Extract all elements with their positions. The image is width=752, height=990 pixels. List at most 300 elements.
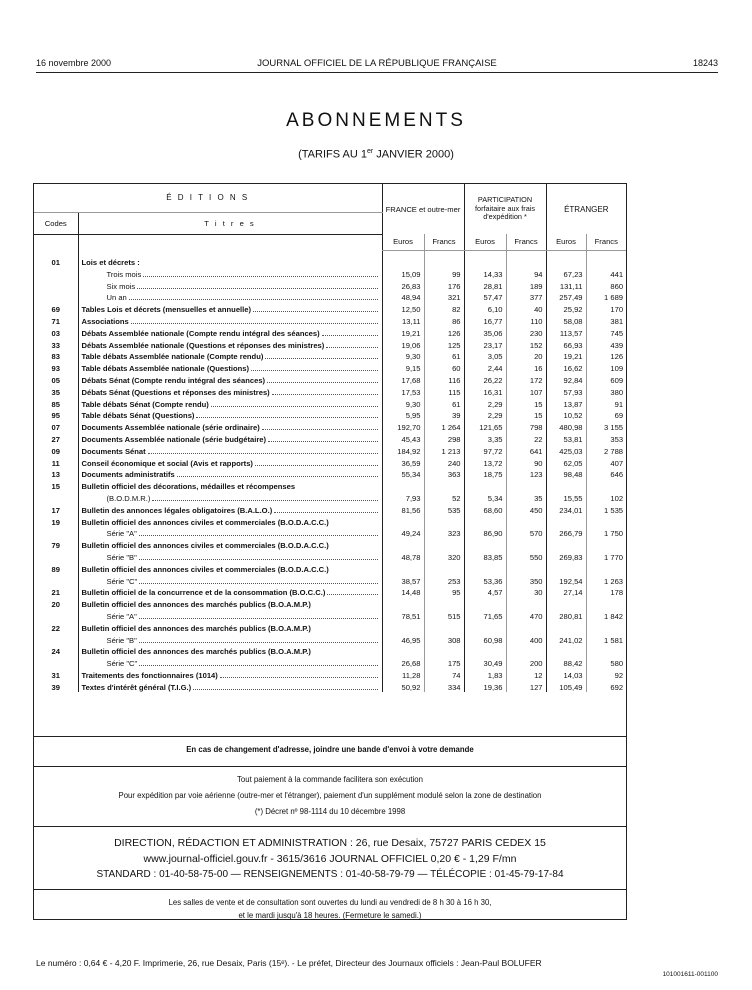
row-title-text: Série "C" [106,659,138,669]
row-title [78,468,382,480]
row-value: 50,92 [382,680,424,692]
row-value: 39 [424,409,464,421]
row-value [464,621,506,633]
row-title [78,656,382,668]
row-value: 692 [586,680,626,692]
row-value: 16,77 [464,314,506,326]
row-value [464,645,506,657]
leader-dots [139,642,378,643]
row-value: 1 770 [586,550,626,562]
row-code: 03 [51,328,60,338]
row-value: 353 [586,432,626,444]
row-value: 48,78 [382,550,424,562]
sales-hours-line-2: et le mardi jusqu'à 18 heures. (Fermeture le samedi.) [238,911,422,920]
row-value: 269,83 [546,550,586,562]
table-row [34,645,626,657]
payment-note-2: Pour expédition par voie aérienne (outre-mer et l'étranger), paiement d'un supplément modulé selon la zone de destination [118,791,542,800]
row-value: 115 [424,385,464,397]
row-value: 425,03 [546,444,586,456]
row-title [78,267,382,279]
row-code: 15 [51,482,60,492]
row-value [464,597,506,609]
row-value: 178 [586,586,626,598]
row-value: 1 842 [586,609,626,621]
row-value [424,250,464,267]
row-value [464,562,506,574]
row-value: 26,83 [382,279,424,291]
row-value: 113,57 [546,326,586,338]
row-value: 1 750 [586,527,626,539]
row-code: 79 [51,541,60,551]
subtitle-pre: (TARIFS AU 1 [298,148,367,161]
row-code [34,656,78,668]
row-value: 3,35 [464,432,506,444]
leader-dots [139,535,378,536]
table-row [34,373,626,385]
table-row [34,444,626,456]
table-row [34,668,626,680]
row-value: 55,34 [382,468,424,480]
row-code: 07 [51,423,60,433]
divider [34,889,626,890]
row-title [78,574,382,586]
row-value [586,562,626,574]
row-value [506,621,546,633]
payment-note-1: Tout paiement à la commande facilitera son exécution [237,775,423,784]
row-code: 71 [51,316,60,326]
row-value: 323 [424,527,464,539]
row-value: 14,03 [546,668,586,680]
divider [34,736,626,737]
row-title-text: Un an [106,293,127,303]
table-row [34,397,626,409]
row-title-text: Série "B" [106,552,137,562]
row-value: 97,72 [464,444,506,456]
row-value: 102 [586,491,626,503]
row-title [78,479,382,491]
row-value: 28,81 [464,279,506,291]
leader-dots [131,323,378,324]
footer-code: 101001611-001100 [662,971,718,978]
table-row [34,468,626,480]
row-value: 110 [506,314,546,326]
row-value: 860 [586,279,626,291]
table-row [34,562,626,574]
row-value: 798 [506,420,546,432]
row-value: 1 264 [424,420,464,432]
row-value: 17,53 [382,385,424,397]
row-title-text: Documents administratifs [81,470,175,480]
row-value: 13,11 [382,314,424,326]
direction-line-3: STANDARD : 01-40-58-75-00 — RENSEIGNEMENTS : 01-40-58-79-79 — TÉLÉCOPIE : 01-45-79-17-84 [96,869,564,880]
row-value: 14,33 [464,267,506,279]
row-value: 62,05 [546,456,586,468]
row-value: 92,84 [546,373,586,385]
row-value: 35,06 [464,326,506,338]
row-title-text: Documents Assemblée nationale (série budgétaire) [81,434,267,444]
row-title-text: Bulletin officiel de la concurrence et de la consommation (B.O.C.C.) [81,588,326,598]
row-code [34,633,78,645]
row-value: 407 [586,456,626,468]
row-code: 19 [51,517,60,527]
page-subtitle [0,148,752,161]
row-value: 15 [506,397,546,409]
row-value: 152 [506,338,546,350]
row-code [34,574,78,586]
row-code: 69 [51,305,60,315]
row-value: 480,98 [546,420,586,432]
table-row [34,432,626,444]
row-value [586,479,626,491]
row-value [546,250,586,267]
leader-dots [148,453,378,454]
row-value: 470 [506,609,546,621]
row-value: 240 [424,456,464,468]
row-value: 241,02 [546,633,586,645]
row-value [546,538,586,550]
row-value [546,645,586,657]
leader-dots [268,441,377,442]
row-value [506,250,546,267]
table-row [34,479,626,491]
row-value: 126 [586,350,626,362]
row-title-text: Documents Assemblée nationale (série ordinaire) [81,423,260,433]
row-value: 53,36 [464,574,506,586]
row-title [78,550,382,562]
row-value: 107 [506,385,546,397]
row-title [78,373,382,385]
row-value: 380 [586,385,626,397]
row-value [586,538,626,550]
header-rule [36,72,718,73]
row-value: 53,81 [546,432,586,444]
row-value: 550 [506,550,546,562]
page-title: ABONNEMENTS [286,110,466,131]
row-value: 14,48 [382,586,424,598]
row-title [78,409,382,421]
row-code [34,267,78,279]
table-row [34,597,626,609]
leader-dots [326,347,377,348]
row-value [382,562,424,574]
row-value: 363 [424,468,464,480]
row-code: 09 [51,446,60,456]
row-title [78,314,382,326]
table-row [34,609,626,621]
leader-dots [274,512,377,513]
leader-dots [253,311,377,312]
table-row [34,338,626,350]
table-row [34,279,626,291]
row-value [382,250,424,267]
row-value: 2,29 [464,409,506,421]
leader-dots [137,288,377,289]
row-title-text: Débats Assemblée nationale (Compte rendu intégral des séances) [81,328,320,338]
row-value [506,645,546,657]
row-code [34,609,78,621]
row-value: 94 [506,267,546,279]
row-value [506,562,546,574]
leader-dots [139,583,377,584]
row-title [78,538,382,550]
row-title [78,250,382,267]
row-value [424,621,464,633]
row-code: 31 [51,670,60,680]
table-row [34,267,626,279]
unit-euros: Euros [382,234,424,250]
table-row [34,538,626,550]
row-value: 30 [506,586,546,598]
row-title [78,515,382,527]
header-date: 16 novembre 2000 [36,58,112,68]
row-value [546,515,586,527]
row-title-text: (B.O.D.M.R.) [106,493,151,503]
row-value: 68,60 [464,503,506,515]
row-title [78,645,382,657]
row-value [382,515,424,527]
row-title-text: Table débats Sénat (Questions) [81,411,195,421]
row-title [78,279,382,291]
row-value: 26,22 [464,373,506,385]
row-title-text: Débats Assemblée nationale (Questions et réponses des ministres) [81,340,325,350]
row-value: 23,17 [464,338,506,350]
row-value: 61 [424,397,464,409]
row-value: 30,49 [464,656,506,668]
table-row [34,326,626,338]
tariffs-table [34,184,626,692]
leader-dots [143,276,377,277]
row-value: 20 [506,350,546,362]
row-title-text: Série "C" [106,576,138,586]
row-value: 280,81 [546,609,586,621]
row-value: 10,52 [546,409,586,421]
row-value: 16 [506,361,546,373]
row-code: 93 [51,364,60,374]
leader-dots [220,677,378,678]
divider [34,766,626,767]
row-value: 176 [424,279,464,291]
table-row [34,586,626,598]
row-value: 400 [506,633,546,645]
row-value: 1 535 [586,503,626,515]
row-value: 2 788 [586,444,626,456]
row-title-text: Tables Lois et décrets (mensuelles et annuelle) [81,305,252,315]
row-value: 19,06 [382,338,424,350]
row-value: 580 [586,656,626,668]
row-value: 123 [506,468,546,480]
row-value: 90 [506,456,546,468]
row-value: 172 [506,373,546,385]
row-value: 377 [506,291,546,303]
row-value: 40 [506,302,546,314]
row-value: 257,49 [546,291,586,303]
row-title-text: Bulletin officiel des annonces civiles et commerciales (B.O.D.A.C.C.) [81,564,329,574]
row-value: 5,95 [382,409,424,421]
tariffs-rows [34,250,626,692]
row-value: 2,44 [464,361,506,373]
row-value: 441 [586,267,626,279]
leader-dots [327,594,377,595]
row-value: 19,21 [382,326,424,338]
change-address-note: En cas de changement d'adresse, joindre une bande d'envoi à votre demande [186,745,474,754]
subtitle-sup: er [366,148,374,155]
row-code: 24 [51,647,60,657]
row-code: 17 [51,505,60,515]
row-title-text: Série "A" [106,611,137,621]
row-title-text: Bulletin officiel des annonces des marchés publics (B.O.A.M.P.) [81,600,311,610]
row-code: 39 [51,682,60,692]
leader-dots [272,394,378,395]
table-row [34,680,626,692]
row-code [34,291,78,303]
row-value [424,515,464,527]
row-code [34,279,78,291]
row-value: 49,24 [382,527,424,539]
row-value [586,515,626,527]
row-value: 7,93 [382,491,424,503]
row-value: 46,95 [382,633,424,645]
row-value: 35 [506,491,546,503]
row-value: 95 [424,586,464,598]
row-value [546,562,586,574]
row-code [34,527,78,539]
row-value [382,479,424,491]
row-value: 71,65 [464,609,506,621]
row-title [78,621,382,633]
row-value: 67,23 [546,267,586,279]
row-value: 1 581 [586,633,626,645]
row-code: 13 [51,470,60,480]
row-value: 86 [424,314,464,326]
table-row [34,350,626,362]
row-code: 20 [51,600,60,610]
leader-dots [152,500,377,501]
row-value [382,538,424,550]
row-title-text: Textes d'intérêt général (T.I.G.) [81,682,192,692]
table-row [34,491,626,503]
row-value: 83,85 [464,550,506,562]
row-title-text: Table débats Sénat (Compte rendu) [81,399,209,409]
titres-heading: T i t r e s [78,212,382,234]
row-value: 646 [586,468,626,480]
row-value: 321 [424,291,464,303]
row-value: 91 [586,397,626,409]
row-value: 38,57 [382,574,424,586]
row-value [382,621,424,633]
row-value: 192,70 [382,420,424,432]
table-row [34,302,626,314]
divider [34,826,626,827]
leader-dots [139,665,377,666]
row-value: 609 [586,373,626,385]
row-title-text: Bulletin officiel des annonces civiles et commerciales (B.O.D.A.C.C.) [81,517,329,527]
row-value [424,645,464,657]
row-code [34,550,78,562]
codes-heading: Codes [34,212,78,234]
row-value: 515 [424,609,464,621]
row-value: 535 [424,503,464,515]
row-code: 33 [51,340,60,350]
direction-line-1: DIRECTION, RÉDACTION ET ADMINISTRATION : 26, rue Desaix, 75727 PARIS CEDEX 15 [114,837,546,849]
unit-euros: Euros [464,234,506,250]
row-value [464,538,506,550]
row-value: 105,49 [546,680,586,692]
row-code: 95 [51,411,60,421]
row-value: 320 [424,550,464,562]
row-value [464,250,506,267]
row-value [464,479,506,491]
row-value: 1 689 [586,291,626,303]
row-title [78,302,382,314]
row-title [78,291,382,303]
row-value: 98,48 [546,468,586,480]
row-code: 27 [51,434,60,444]
row-title [78,326,382,338]
row-value: 127 [506,680,546,692]
unit-francs: Francs [506,234,546,250]
row-value: 381 [586,314,626,326]
row-value [546,597,586,609]
row-title-text: Lois et décrets : [81,258,140,267]
row-value [506,515,546,527]
row-code: 01 [51,258,60,267]
table-row [34,250,626,267]
leader-dots [267,382,377,383]
row-code: 85 [51,399,60,409]
leader-dots [211,406,378,407]
row-value: 45,43 [382,432,424,444]
row-value: 13,72 [464,456,506,468]
row-code [34,491,78,503]
row-title [78,586,382,598]
row-value: 2,29 [464,397,506,409]
page-header [36,58,718,72]
row-value: 234,01 [546,503,586,515]
table-row [34,361,626,373]
row-value: 19,21 [546,350,586,362]
table-row [34,574,626,586]
row-value [424,597,464,609]
col-france: FRANCE et outre-mer [382,184,464,234]
row-value: 6,10 [464,302,506,314]
row-value: 58,08 [546,314,586,326]
row-title [78,350,382,362]
row-value: 18,75 [464,468,506,480]
row-title-text: Trois mois [106,269,142,279]
editions-heading: É D I T I O N S [34,184,382,212]
table-row [34,409,626,421]
table-row [34,314,626,326]
row-title-text: Débats Sénat (Compte rendu intégral des séances) [81,375,266,385]
row-value: 15,09 [382,267,424,279]
table-row [34,550,626,562]
footer-text: Le numéro : 0,64 € - 4,20 F. Imprimerie, 26, rue Desaix, Paris (15ᵉ). - Le préfet, Directeur des Journaux officiels : Jean-Paul BOLUFER [36,958,542,968]
row-value: 81,56 [382,503,424,515]
row-value: 230 [506,326,546,338]
row-value: 82 [424,302,464,314]
page-footer [36,958,718,978]
row-code: 22 [51,623,60,633]
row-value: 60 [424,361,464,373]
row-value [424,479,464,491]
row-title-text: Traitements des fonctionnaires (1014) [81,670,218,680]
row-value: 86,90 [464,527,506,539]
direction-line-2: www.journal-officiel.gouv.fr - 3615/3616 JOURNAL OFFICIEL 0,20 € - 1,29 F/mn [143,853,517,865]
row-value: 9,15 [382,361,424,373]
row-value [506,597,546,609]
row-value: 131,11 [546,279,586,291]
row-value: 12,50 [382,302,424,314]
